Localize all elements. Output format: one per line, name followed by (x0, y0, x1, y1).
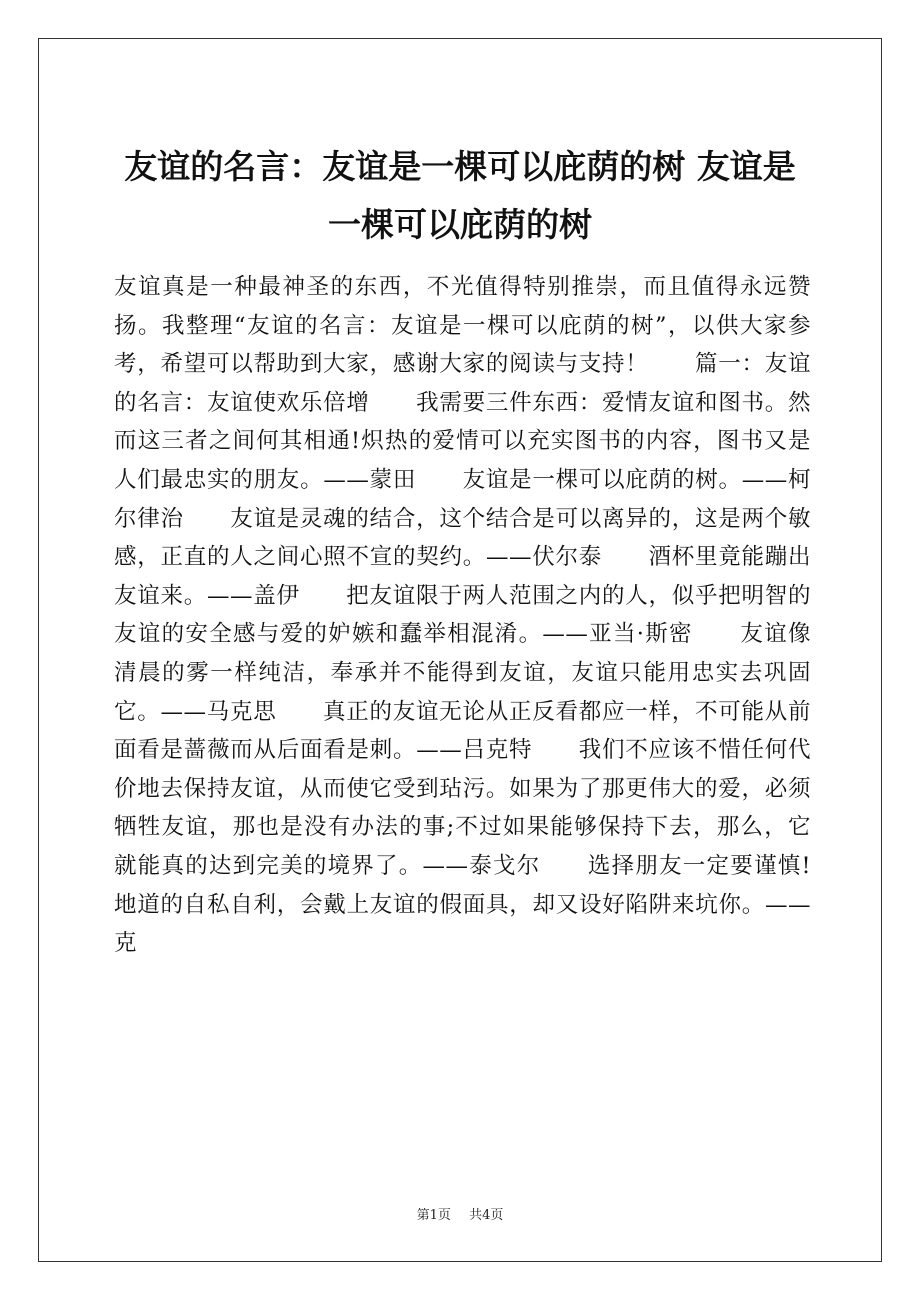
page-number: 第1页 (416, 1208, 451, 1223)
body-paragraph: 友谊真是一种最神圣的东西，不光值得特别推崇，而且值得永远赞扬。我整理“友谊的名言：友谊是一棵可以庇荫的树”，以供大家参考，希望可以帮助到大家，感谢大家的阅读与支持！ 篇一：友谊的名言：友谊使欢乐倍增 我需要三件东西：爱情友谊和图书。然而这三者之间何其相通!炽热的爱情可以充实图书的内容，图书又是人们最忠实的朋友。——蒙田 友谊是一棵可以庇荫的树。——柯尔律治 友谊是灵魂的结合，这个结合是可以离异的，这是两个敏感，正直的人之间心照不宣的契约。——伏尔泰 酒杯里竟能蹦出友谊来。——盖伊 把友谊限于两人范围之内的人，似乎把明智的友谊的安全感与爱的妒嫉和蠢举相混淆。——亚当·斯密 友谊像清晨的雾一样纯洁，奉承并不能得到友谊，友谊只能用忠实去巩固它。——马克思 真正的友谊无论从正反看都应一样，不可能从前面看是蔷薇而从后面看是刺。——吕克特 我们不应该不惜任何代价地去保持友谊，从而使它受到玷污。如果为了那更伟大的爱，必须牺牲友谊，那也是没有办法的事;不过如果能够保持下去，那么，它就能真的达到完美的境界了。——泰戈尔 选择朋友一定要谨慎!地道的自私自利，会戴上友谊的假面具，却又设好陷阱来坑你。——克 (114, 274, 811, 957)
page-total: 共4页 (469, 1208, 504, 1223)
page-title: 友谊的名言：友谊是一棵可以庇荫的树 友谊是一棵可以庇荫的树 (124, 147, 796, 244)
page-footer (0, 1208, 920, 1224)
